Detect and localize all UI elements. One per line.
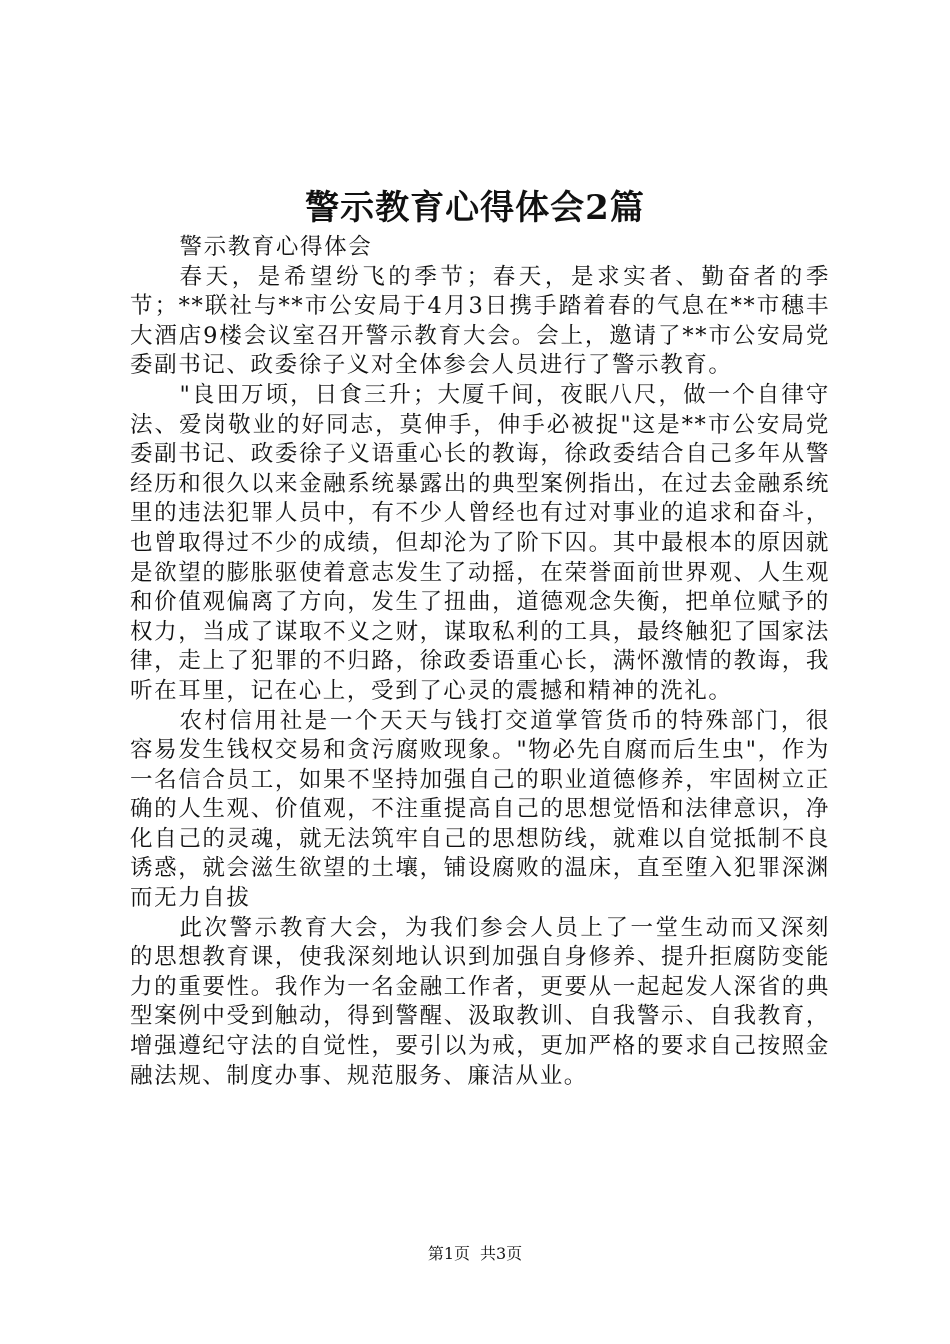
document-body: [130, 233, 830, 1091]
page-number-current: 第1页: [427, 1244, 470, 1263]
body-paragraph: 此次警示教育大会，为我们参会人员上了一堂生动而又深刻的思想教育课，使我深刻地认识到加强自身修养、提升拒腐防变能力的重要性。我作为一名金融工作者，更要从一起起发人深省的典型案例中受到触动，得到警醒、汲取教训、自我警示、自我教育，增强遵纪守法的自觉性，要引以为戒，更加严格的要求自己按照金融法规、制度办事、规范服务、廉洁从业。: [130, 914, 830, 1089]
page-title: 警示教育心得体会2篇: [305, 188, 645, 228]
body-paragraph: 农村信用社是一个天天与钱打交道掌管货币的特殊部门，很容易发生钱权交易和贪污腐败现象。"物必先自腐而后生虫"，作为一名信合员工，如果不坚持加强自己的职业道德修养，牢固树立正确的人生观、价值观，不注重提高自己的思想觉悟和法律意识，净化自己的灵魂，就无法筑牢自己的思想防线，就难以自觉抵制不良诱惑，就会滋生欲望的土壤，铺设腐败的温床，直至堕入犯罪深渊而无力自拔: [130, 707, 830, 912]
page-number-total: 共3页: [480, 1244, 523, 1263]
body-paragraph: "良田万顷，日食三升；大厦千间，夜眠八尺，做一个自律守法、爱岗敬业的好同志，莫伸手，伸手必被捉"这是**市公安局党委副书记、政委徐子义语重心长的教诲，徐政委结合自己多年从警经历和很久以来金融系统暴露出的典型案例指出，在过去金融系统里的违法犯罪人员中，有不少人曾经也有过对事业的追求和奋斗，也曾取得过不少的成绩，但却沦为了阶下囚。其中最根本的原因就是欲望的膨胀驱使着意志发生了动摇，在荣誉面前世界观、人生观和价值观偏离了方向，发生了扭曲，道德观念失衡，把单位赋予的权力，当成了谋取不义之财，谋取私利的工具，最终触犯了国家法律，走上了犯罪的不归路，徐政委语重心长，满怀激情的教诲，我听在耳里，记在心上，受到了心灵的震撼和精神的洗礼。: [130, 381, 830, 704]
section-heading: 警示教育心得体会: [179, 234, 373, 260]
body-paragraph: 春天，是希望纷飞的季节；春天，是求实者、勤奋者的季节；**联社与**市公安局于4月3日携手踏着春的气息在**市穗丰大酒店9楼会议室召开警示教育大会。会上，邀请了**市公安局党委副书记、政委徐子义对全体参会人员进行了警示教育。: [130, 263, 830, 379]
page-footer: [0, 1243, 950, 1265]
